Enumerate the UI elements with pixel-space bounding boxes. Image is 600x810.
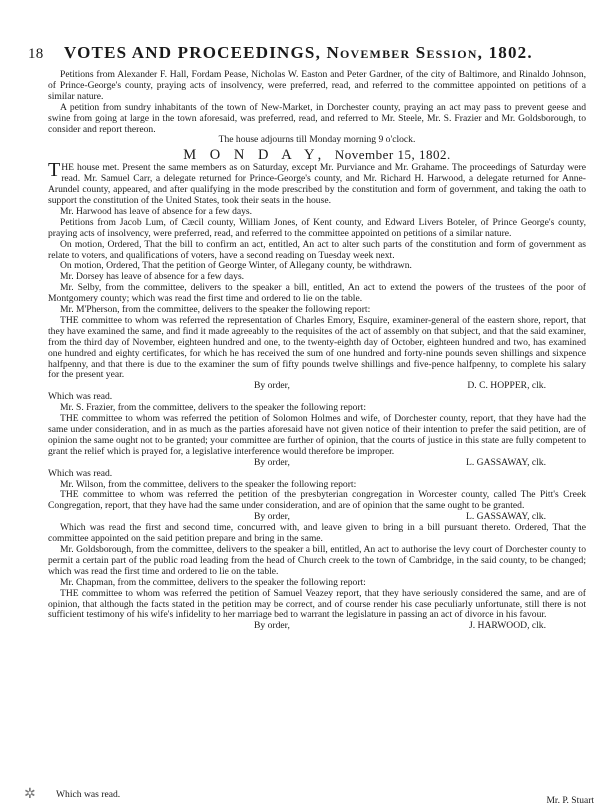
- which-was-read: Which was read.: [48, 391, 113, 403]
- which-was-read-final: Which was read.: [56, 789, 121, 800]
- insolvency-petitions: Petitions from Jacob Lum, of Cæcil county, William Jones, of Kent county, and Edward Livers Boteler, of Prince George's county, praying acts of insolvency, were preferred, read, and referred to the committee appointed on petitions of a similar nature.: [48, 216, 586, 239]
- chapman-report-intro: Mr. Chapman, from the committee, delivers to the speaker the following report:: [60, 576, 366, 588]
- selby-bill: Mr. Selby, from the committee, delivers to the speaker a bill, entitled, An act to extend the powers of the trustees of the poor of Montgomery county; which was read the first time and ordered to lie on the table.: [48, 282, 586, 305]
- catchword: Mr. P. Stuart: [546, 796, 594, 806]
- signature-gassaway-1: [48, 458, 586, 469]
- signature-clerk: L. GASSAWAY, clk.: [466, 456, 546, 468]
- mpherson-report-intro: Mr. M'Pherson, from the committee, delivers to the speaker the following report:: [60, 304, 371, 316]
- concurred-paragraph: Which was read the first and second time, concurred with, and leave given to bring in a bill pursuant thereto. Ordered, That the committee appointed on the said petition prepare and bring in the same.: [48, 522, 586, 545]
- signature-by-order: By order,: [254, 380, 290, 392]
- veazey-report: THE committee to whom was referred the petition of Samuel Veazey report, that they have seriously considered the same, and are of opinion, that although the facts stated in the petition may be correct, and of course render his case peculiarly unfortunate, still there is not sufficient testimony of his wife's infidelity to her marriage bed to warrant the legislature in passing an act of divorce in his favour.: [48, 587, 586, 621]
- adjourn-line: The house adjourns till Monday morning 9 o'clock.: [218, 134, 416, 146]
- page-title: VOTES AND PROCEEDINGS, November Session, 1802.: [64, 43, 533, 62]
- signature-clerk: J. HARWOOD, clk.: [468, 620, 546, 632]
- signature-harwood: [48, 621, 586, 632]
- day-date: November 15, 1802.: [334, 147, 451, 163]
- pitts-creek-report: THE committee to whom was referred the petition of the presbyterian congregation in Worcester county, called The Pitt's Creek Congregation, report, that they have had the same under consideration, and are of opinion that the same ought to be granted.: [48, 489, 586, 512]
- ink-blot-icon: ✲: [24, 787, 36, 802]
- leave-harwood: Mr. Harwood has leave of absence for a few days.: [60, 205, 253, 217]
- holmes-report: THE committee to whom was referred the petition of Solomon Holmes and wife, of Dorchester county, report, that they have had the same under consideration, and in as much as the parties aforesaid have not given notice of their intention to prefer the said petition, are of opinion the same ought not to be granted; your committee are further of opinion, that the courts of justice in this state are fully competent to grant the relief which is prayed for, a legislative interference would therefore be improper.: [48, 413, 586, 457]
- order-winter-petition: On motion, Ordered, That the petition of George Winter, of Allegany county, be withdrawn.: [60, 260, 412, 272]
- page-body: [48, 70, 586, 632]
- intro-paragraph-1: Petitions from Alexander F. Hall, Fordam Pease, Nicholas W. Easton and Peter Gardner, of the city of Baltimore, and Rinaldo Johnson, of Prince-George's county, praying acts of insolvency, were preferred, read, and referred to the committee appointed on petitions of a similar nature.: [48, 69, 586, 102]
- intro-paragraph-2: A petition from sundry inhabitants of the town of New-Market, in Dorchester county, praying an act may pass to prevent geese and swine from going at large in the town aforesaid, was preferred, read, and referred to Mr. Steele, Mr. S. Frazier and Mr. Goldsborough, to consider and report thereon.: [48, 101, 586, 135]
- goldsborough-bill: Mr. Goldsborough, from the committee, delivers to the speaker a bill, entitled, An act to authorise the levy court of Dorchester county to permit a certain part of the public road leading from the head of Church creek to the town of Cambridge, in the said county, to be changed; which was read the first time and ordered to lie on the table.: [48, 543, 586, 577]
- day-name: M O N D A Y,: [183, 147, 327, 164]
- signature-by-order: By order,: [254, 456, 290, 468]
- signature-by-order: By order,: [254, 511, 290, 523]
- signature-by-order: By order,: [254, 620, 290, 632]
- emory-report: THE committee to whom was referred the representation of Charles Emory, Esquire, examiner-general of the eastern shore, report, that they have examined the same, and find it made agreeably to the requisites of the act of assembly on that subject, and that the said examiner, from the third day of November, eighteen hundred and one, to the twenty-eighth day of October, eighteen hundred and two, has examined one hundred and eighty certificates, for which he has received the sum of one hundred and forty-nine pounds seven shillings and sixpence halfpenny, and that there is due to the examiner the sum of fifty pounds twelve shillings and five-pence halfpenny, to complete his salary for the present year.: [48, 314, 586, 381]
- order-voters-bill: On motion, Ordered, That the bill to confirm an act, entitled, An act to alter such parts of the constitution and form of government as relate to voters, and qualifications of voters, have a second reading on Tuesday week next.: [48, 238, 586, 261]
- wilson-report-intro: Mr. Wilson, from the committee, delivers to the speaker the following report:: [60, 478, 357, 490]
- running-head: [28, 43, 560, 62]
- day-heading: [48, 147, 586, 164]
- which-was-read: Which was read.: [48, 467, 113, 479]
- signature-clerk: D. C. HOPPER, clk.: [467, 380, 546, 392]
- opening-paragraph: THE house met. Present the same members as on Saturday, except Mr. Purviance and Mr. Grahame. The proceedings of Saturday were read. Mr. Samuel Carr, a delegate returned for Prince-George's county, and Mr. Richard H. Harwood, a delegate returned for Anne-Arundel county, appeared, and after qualifying in the mode prescribed by the constitution and form of government, and taking the oath to support the constitution of the United States, took their seats in the house.: [48, 159, 586, 206]
- leave-dorsey: Mr. Dorsey has leave of absence for a few days.: [60, 271, 245, 283]
- signature-clerk: L. GASSAWAY, clk.: [466, 511, 546, 523]
- page-number: 18: [28, 46, 44, 62]
- frazier-report-intro: Mr. S. Frazier, from the committee, delivers to the speaker the following report:: [60, 402, 366, 414]
- signature-hopper: [48, 381, 586, 392]
